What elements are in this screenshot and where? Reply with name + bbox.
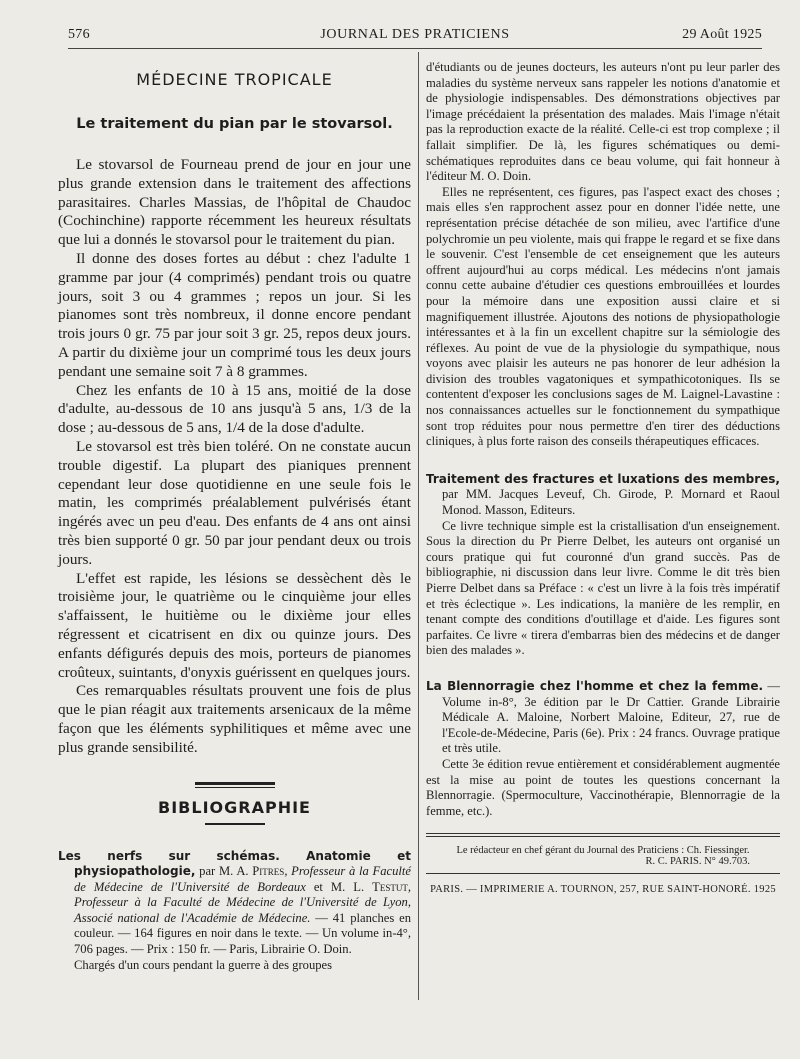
article-paragraph: Il donne des doses fortes au début : chez l'adulte 1 gramme par jour (4 comprimés) pendant trois ou quatre jours, soit 3 ou 4 grammes ; repos un jour. Si les pianomes sont très nombreux, il donne encore pendant trois jours 0 gr. 75 par jour soit 3 gr. 25, repos deux jours. A partir du dixième jour un comprimé tous les deux jours pendant une semaine soit 7 à 8 grammes. — [58, 249, 411, 380]
registration-line: R. C. PARIS. N° 49.703. — [645, 856, 750, 868]
article-body — [58, 156, 411, 758]
book-title: La Blennorragie chez l'homme et chez la femme. — [426, 678, 764, 693]
footer-rule — [426, 833, 780, 834]
heading-underline — [205, 823, 265, 825]
article-title: Le traitement du pian par le stovarsol. — [76, 116, 393, 132]
header-rule — [68, 48, 762, 49]
book-review-1 — [58, 849, 411, 974]
article-paragraph: Le stovarsol est très bien toléré. On ne constate aucun trouble digestif. La plupart des pianiques prennent cependant leur dose quotidienne en une seule fois le matin, les comprimés préalablement pulvérisés étant ingérés avec un peu d'eau. Des enfants de 4 ans ont ainsi très bien supporté 0 gr. 50 par jour pendant deux ou trois jours. — [58, 437, 411, 568]
article-paragraph: Le stovarsol de Fourneau prend de jour en jour une plus grande extension dans le traitement des affections parasitaires. Charles Massias, de l'hôpital de Chaudoc (Cochinchine) rapporte récemment les heureux résultats que lui a donnés le stovarsol pour le traitement du pian. — [58, 156, 411, 249]
ornament-divider — [58, 782, 411, 788]
book-review-2 — [426, 472, 780, 659]
book-title: Traitement des fractures et luxations des membres, — [426, 471, 780, 486]
book-citation: Les nerfs sur schémas. Anatomie et physiopathologie, par M. A. Pitres, Professeur à la Faculté de Médecine de l'Université de Bordeaux et M. L. Testut, Professeur à la Faculté de Médecine de l'Université de Lyon, Associé national de l'Académie de Médecine. — 41 planches en couleur. — 164 figures en noir dans le texte. — Un volume in-4°, 706 pages. — Prix : 150 fr. — Paris, Librairie O. Doin. — [58, 848, 411, 957]
page-number: 576 — [68, 27, 90, 42]
book-title: Les nerfs sur schémas. Anatomie et physiopathologie, — [58, 848, 411, 879]
review-paragraph: Chargés d'un cours pendant la guerre à des groupes — [74, 957, 333, 972]
bibliography-heading: BIBLIOGRAPHIE — [158, 797, 311, 817]
editor-notice — [426, 845, 780, 867]
article-paragraph: L'effet est rapide, les lésions se dessèchent dès le troisième jour, le quatrième ou le cinquième jour elles s'affaissent, le huitième ou le dixième jour elles régressent et cicatrisent en dix ou quinze jours. Des enfants défigurés depuis des mois, porteurs de pianomes croûteux, suintants, d'onyxis guérissent en quelques jours. — [58, 569, 411, 681]
author-name: Testut — [372, 879, 408, 894]
journal-title: JOURNAL DES PRATICIENS — [320, 27, 510, 42]
review-paragraph: d'étudiants ou de jeunes docteurs, les auteurs n'ont pu leur parler des maladies du système nerveux sans rappeler les notions d'anatomie et de physiologie indispensables. Des démonstrations objectives par l'image précédaient la présentation des malades. Mais l'image n'était pas la reproduction exacte de la réalité. Celle-ci est trop complexe ; il fallait simplifier. De là, les figures schématiques ou demi-schématiques reproduites dans ce beau volume, qui fait honneur à l'éditeur M. O. Doin. — [426, 60, 780, 184]
article-paragraph: Chez les enfants de 10 à 15 ans, moitié de la dose d'adulte, au-dessous de 10 ans jusqu'à 5 ans, 1/3 de la dose ; au-dessous de 5 ans, 1/4 de la dose d'adulte. — [58, 381, 411, 437]
issue-date: 29 Août 1925 — [682, 27, 762, 42]
book-citation: La Blennorragie chez l'homme et chez la femme. — Volume in-8°, 3e édition par le Dr Cattier. Grande Librairie Médicale A. Maloine, Norbert Maloine, Editeur, 27, rue de l'Ecole-de-Médecine, Paris (6e). Prix : 24 francs. Ouvrage pratique et très utile. — [426, 678, 781, 756]
book-review-1-continued — [426, 60, 780, 450]
page-header — [68, 27, 762, 47]
column-divider — [418, 52, 419, 1000]
author-name: Pitres — [252, 864, 285, 879]
left-column — [58, 60, 411, 973]
printer-line: PARIS. — IMPRIMERIE A. TOURNON, 257, RUE SAINT-HONORÉ. 1925 — [430, 884, 776, 896]
review-paragraph: Elles ne représentent, ces figures, pas l'aspect exact des choses ; mais elles s'en rapprochent assez pour en donner l'idée nette, une représentation précise détachée de son milieu, avec l'artifice d'une polychromie un peu violente, mais qui frappe le regard et se fixe dans le souvenir. C'est l'ensemble de cet enseignement que les auteurs offrent aujourd'hui au corps médical. Les médecins n'ont jamais connu cette aubaine d'étudier ces questions embrouillées et lourdes pour la mémoire dans une exposition aussi claire et si magnifiquement illustrée. Ajoutons des notions de physiopathologie intéressantes et à la fin un excellent chapitre sur la sémiologie des réflexes. Au point de vue de la physiologie du sympathique, nous voyons avec plaisir les auteurs ne pas honorer de leur adhésion la division des troubles vagatoniques et sympathicotoniques. Ils se contentent d'exposer les conclusions sages de M. Laignel-Lavastine : nos connaissances actuelles sur le fonctionnement du sympathique sont trop réduites pour nous permettre d'en tirer des déductions cliniques, à plus forte raison des conseils thérapeutiques efficaces. — [426, 184, 780, 449]
review-paragraph: Ce livre technique simple est la cristallisation d'un enseignement. Sous la direction du Pr Pierre Delbet, les auteurs ont organisé un cours pratique qui fut couronné d'un grand succès. Pas de bibliographie, ni discussion dans leur livre. Comme le dit très bien Pierre Delbet dans sa Préface : « c'est un livre à la fois très impératif et très éclectique ». Les indications, la manière de les remplir, en tenant compte des conditions d'outillage et d'aide. Les figures sont parfaites. Ce livre « tirera d'embarras bien des médecins et de danger bien des malades ». — [426, 518, 780, 658]
book-review-3 — [426, 679, 780, 819]
article-paragraph: Ces remarquables résultats prouvent une fois de plus que le pian réagit aux traitements arsenicaux de la même façon que les éléments syphilitiques et même avec une plus grande sensibilité. — [58, 682, 411, 756]
section-title: MÉDECINE TROPICALE — [136, 70, 333, 89]
review-paragraph: Cette 3e édition revue entièrement et considérablement augmentée est la mise au point de toutes les questions concernant la Blennorragie. (Spermoculture, Vaccinothérapie, Blennorragie de la femme, etc.). — [426, 756, 780, 818]
editor-line: Le rédacteur en chef gérant du Journal des Praticiens : Ch. Fiessinger. — [456, 845, 750, 857]
right-column — [426, 60, 780, 895]
book-citation: Traitement des fractures et luxations des membres, par MM. Jacques Leveuf, Ch. Girode, P. Mornard et Raoul Monod. Masson, Editeurs. — [426, 471, 780, 518]
